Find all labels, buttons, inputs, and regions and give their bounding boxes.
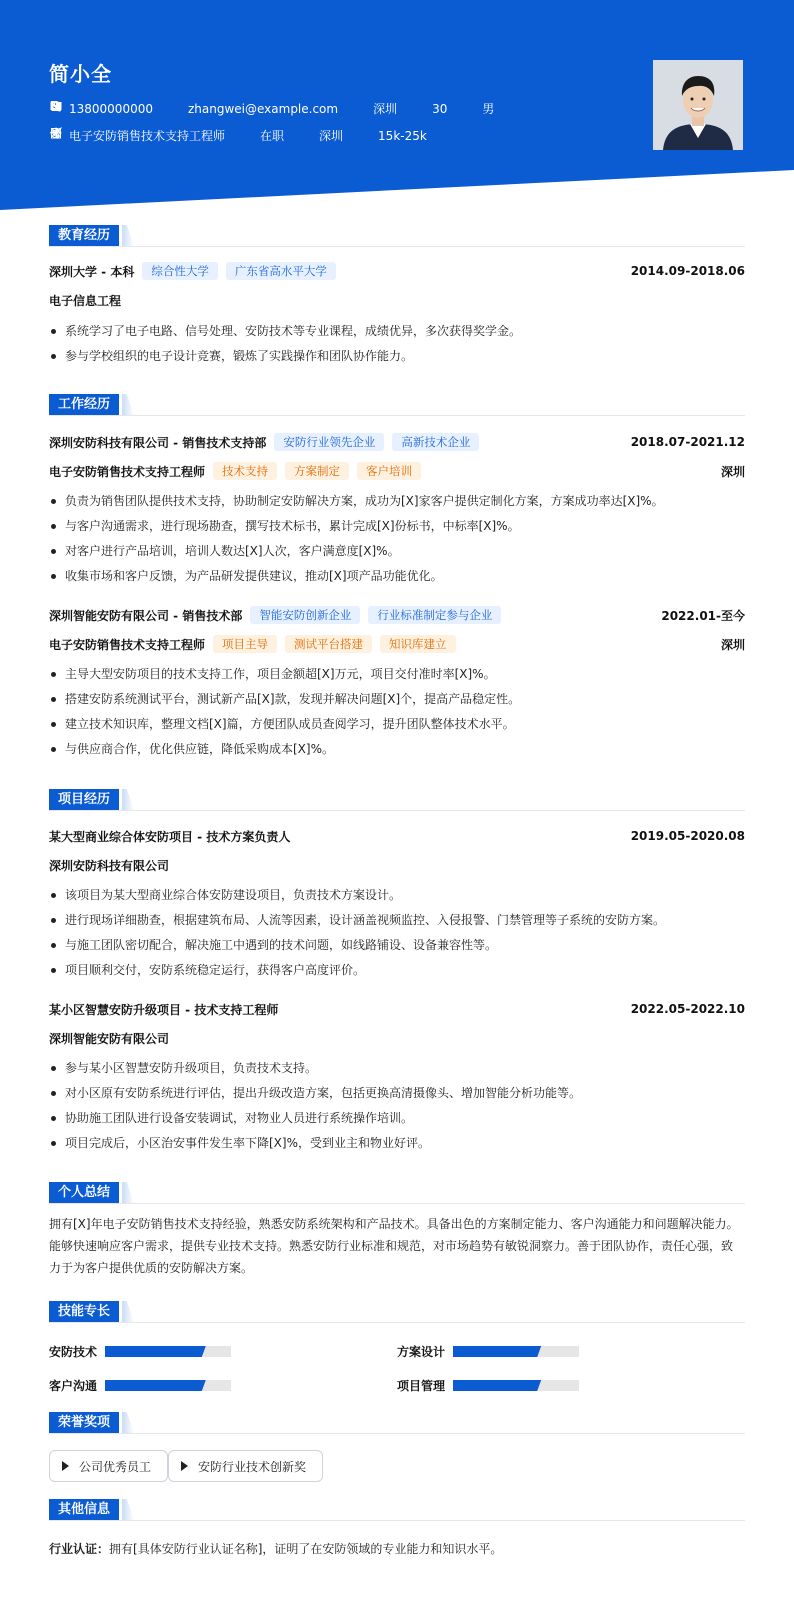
project-name: 某小区智慧安防升级项目 - 技术支持工程师 <box>49 1002 279 1017</box>
other-section <box>49 1499 745 1557</box>
status-icon <box>241 130 253 142</box>
phone-text: 13800000000 <box>69 101 153 116</box>
award-item <box>49 1450 168 1482</box>
skill-item <box>397 1343 579 1360</box>
gender-icon <box>463 103 475 115</box>
education-period: 2014.09-2018.06 <box>630 264 745 278</box>
skills-section-title <box>49 1301 745 1323</box>
list-item: 负责为销售团队提供技术支持，协助制定安防解决方案，成功为[X]家客户提供定制化方案，方案成功率达[X]%。 <box>49 489 745 514</box>
work-bullets <box>49 489 745 589</box>
project-name: 某大型商业综合体安防项目 - 技术方案负责人 <box>49 829 291 844</box>
summary-section <box>49 1182 745 1279</box>
project-bullets <box>49 883 745 983</box>
company-tag: 高新技术企业 <box>392 433 479 451</box>
skills-section <box>49 1301 745 1401</box>
project-period: 2022.05-2022.10 <box>630 1002 745 1016</box>
home-icon <box>354 103 366 115</box>
certification-text: 拥有[具体安防行业认证名称]，证明了在安防领域的专业能力和知识水平。 <box>109 1542 503 1556</box>
work-bullets <box>49 662 745 762</box>
award-item <box>168 1450 323 1482</box>
award-name: 公司优秀员工 <box>79 1459 152 1474</box>
section-title-decoration <box>122 1499 134 1520</box>
mail-icon <box>169 103 181 115</box>
company-tag: 智能安防创新企业 <box>250 606 360 624</box>
school-tag: 广东省高水平大学 <box>226 262 336 280</box>
awards-section <box>49 1412 745 1492</box>
project-header-row <box>49 826 745 846</box>
skill-bar-fill <box>105 1346 206 1357</box>
work-location: 深圳 <box>720 464 745 479</box>
work-company-row <box>49 605 745 625</box>
target-city-text: 深圳 <box>319 129 344 143</box>
target-city-item <box>300 127 343 144</box>
skill-item <box>49 1343 231 1360</box>
salary-item <box>359 129 427 143</box>
building-icon <box>300 130 312 142</box>
section-title-label: 技能专长 <box>49 1301 119 1322</box>
skill-name: 安防技术 <box>49 1345 98 1359</box>
email-text: zhangwei@example.com <box>187 101 339 116</box>
project-company: 深圳智能安防有限公司 <box>49 1031 170 1046</box>
salary-icon <box>359 130 371 142</box>
skill-bar <box>453 1380 579 1391</box>
project-bullets <box>49 1056 745 1156</box>
project-period: 2019.05-2020.08 <box>630 829 745 843</box>
section-title-decoration <box>122 1182 134 1203</box>
section-title-label: 项目经历 <box>49 789 119 810</box>
email-item <box>169 102 338 116</box>
education-section <box>49 225 745 369</box>
list-item: 协助施工团队进行设备安装调试，对物业人员进行系统操作培训。 <box>49 1106 745 1131</box>
target-position-item <box>50 127 225 144</box>
skill-bar <box>453 1346 579 1357</box>
list-item: 建立技术知识库，整理文档[X]篇，方便团队成员查阅学习，提升团队整体技术水平。 <box>49 712 745 737</box>
education-section-title <box>49 225 745 247</box>
summary-text <box>49 1213 745 1279</box>
projects-section-title <box>49 789 745 811</box>
company-name: 深圳安防科技有限公司 - 销售技术支持部 <box>49 435 267 450</box>
play-icon <box>181 1461 188 1471</box>
gender-item <box>463 100 494 117</box>
section-title-decoration <box>122 394 134 415</box>
summary-section-title <box>49 1182 745 1204</box>
age-item <box>413 102 447 116</box>
work-location: 深圳 <box>720 637 745 652</box>
company-tag: 行业标准制定参与企业 <box>368 606 501 624</box>
skill-bar-fill <box>105 1380 206 1391</box>
list-item: 对客户进行产品培训，培训人数达[X]人次，客户满意度[X]%。 <box>49 539 745 564</box>
major-name: 电子信息工程 <box>49 293 122 308</box>
skill-tag: 项目主导 <box>213 635 277 653</box>
job-title: 电子安防销售技术支持工程师 <box>49 464 206 479</box>
project-header-row <box>49 999 745 1019</box>
work-section <box>49 394 745 762</box>
list-item: 与客户沟通需求，进行现场勘查，撰写技术标书，累计完成[X]份标书，中标率[X]%。 <box>49 514 745 539</box>
award-name: 安防行业技术创新奖 <box>198 1459 307 1474</box>
company-tag: 安防行业领先企业 <box>274 433 384 451</box>
skill-tag: 方案制定 <box>285 462 349 480</box>
project-company-row <box>49 855 745 875</box>
skill-tag: 客户培训 <box>357 462 421 480</box>
status-item <box>241 127 284 144</box>
skill-tag: 测试平台搭建 <box>285 635 372 653</box>
section-title-label: 荣誉奖项 <box>49 1412 119 1433</box>
skill-tag: 知识库建立 <box>380 635 456 653</box>
education-bullets <box>49 319 745 369</box>
list-item: 对小区原有安防系统进行评估，提出升级改造方案，包括更换高清摄像头、增加智能分析功能等。 <box>49 1081 745 1106</box>
summary-line: 能够快速响应客户需求，提供专业技术支持。熟悉安防行业标准和规范，对市场趋势有敏锐洞察力。善于团队协作，责任心强，致 <box>49 1239 734 1253</box>
work-title-row <box>49 461 745 481</box>
education-header-row <box>49 261 745 281</box>
job-intent-row <box>50 127 443 144</box>
section-title-decoration <box>122 1412 134 1433</box>
list-item: 参与学校组织的电子设计竞赛，锻炼了实践操作和团队协作能力。 <box>49 344 745 369</box>
age-icon <box>413 103 425 115</box>
list-item: 系统学习了电子电路、信号处理、安防技术等专业课程，成绩优异，多次获得奖学金。 <box>49 319 745 344</box>
summary-line: 拥有[X]年电子安防销售技术支持经验，熟悉安防系统架构和产品技术。具备出色的方案制定能力、客户沟通能力和问题解决能力。 <box>49 1217 739 1231</box>
other-section-title <box>49 1499 745 1521</box>
project-company: 深圳安防科技有限公司 <box>49 858 170 873</box>
projects-section <box>49 789 745 1156</box>
contact-info-row <box>50 100 510 117</box>
list-item: 进行现场详细勘查，根据建筑布局、人流等因素，设计涵盖视频监控、入侵报警、门禁管理等子系统的安防方案。 <box>49 908 745 933</box>
work-section-title <box>49 394 745 416</box>
company-name: 深圳智能安防有限公司 - 销售技术部 <box>49 608 243 623</box>
skill-name: 项目管理 <box>397 1379 446 1393</box>
skill-name: 客户沟通 <box>49 1379 98 1393</box>
summary-line: 力于为客户提供优质的安防解决方案。 <box>49 1261 254 1275</box>
resume-header <box>0 0 794 215</box>
list-item: 该项目为某大型商业综合体安防建设项目，负责技术方案设计。 <box>49 883 745 908</box>
section-title-decoration <box>122 789 134 810</box>
skill-bar-fill <box>453 1380 541 1391</box>
awards-section-title <box>49 1412 745 1434</box>
city-text: 深圳 <box>373 102 398 116</box>
work-company-row <box>49 432 745 452</box>
list-item: 与施工团队密切配合，解决施工中遇到的技术问题，如线路铺设、设备兼容性等。 <box>49 933 745 958</box>
list-item: 项目完成后，小区治安事件发生率下降[X]%，受到业主和物业好评。 <box>49 1131 745 1156</box>
skill-name: 方案设计 <box>397 1345 446 1359</box>
profile-photo <box>653 60 743 150</box>
section-title-decoration <box>122 1301 134 1322</box>
school-tag: 综合性大学 <box>142 262 218 280</box>
project-company-row <box>49 1028 745 1048</box>
skill-tag: 技术支持 <box>213 462 277 480</box>
candidate-name: 简小全 <box>49 62 112 86</box>
list-item: 与供应商合作，优化供应链，降低采购成本[X]%。 <box>49 737 745 762</box>
section-title-label: 个人总结 <box>49 1182 119 1203</box>
section-title-label: 工作经历 <box>49 394 119 415</box>
skill-bar <box>105 1380 231 1391</box>
list-item: 收集市场和客户反馈，为产品研发提供建议，推动[X]项产品功能优化。 <box>49 564 745 589</box>
job-title: 电子安防销售技术支持工程师 <box>49 637 206 652</box>
target-position-text: 电子安防销售技术支持工程师 <box>69 129 226 143</box>
city-item <box>354 100 397 117</box>
list-item: 项目顺利交付，安防系统稳定运行，获得客户高度评价。 <box>49 958 745 983</box>
work-period: 2022.01-至今 <box>661 608 745 623</box>
list-item: 搭建安防系统测试平台，测试新产品[X]款，发现并解决问题[X]个，提高产品稳定性。 <box>49 687 745 712</box>
play-icon <box>62 1461 69 1471</box>
school-name: 深圳大学 - 本科 <box>49 264 135 279</box>
phone-item <box>50 102 153 116</box>
section-title-decoration <box>122 225 134 246</box>
age-text: 30 <box>432 101 448 116</box>
major-row <box>49 290 745 310</box>
work-title-row <box>49 634 745 654</box>
salary-text: 15k-25k <box>378 128 427 143</box>
skill-item <box>397 1377 579 1394</box>
section-title-label: 其他信息 <box>49 1499 119 1520</box>
list-item: 参与某小区智慧安防升级项目，负责技术支持。 <box>49 1056 745 1081</box>
status-text: 在职 <box>260 129 285 143</box>
skill-bar <box>105 1346 231 1357</box>
work-period: 2018.07-2021.12 <box>630 435 745 449</box>
list-item: 主导大型安防项目的技术支持工作，项目金额超[X]万元，项目交付准时率[X]%。 <box>49 662 745 687</box>
gender-text: 男 <box>482 102 495 116</box>
skill-item <box>49 1377 231 1394</box>
certification-row <box>49 1540 745 1557</box>
certification-label: 行业认证： <box>49 1542 110 1556</box>
section-title-label: 教育经历 <box>49 225 119 246</box>
skill-bar-fill <box>453 1346 541 1357</box>
